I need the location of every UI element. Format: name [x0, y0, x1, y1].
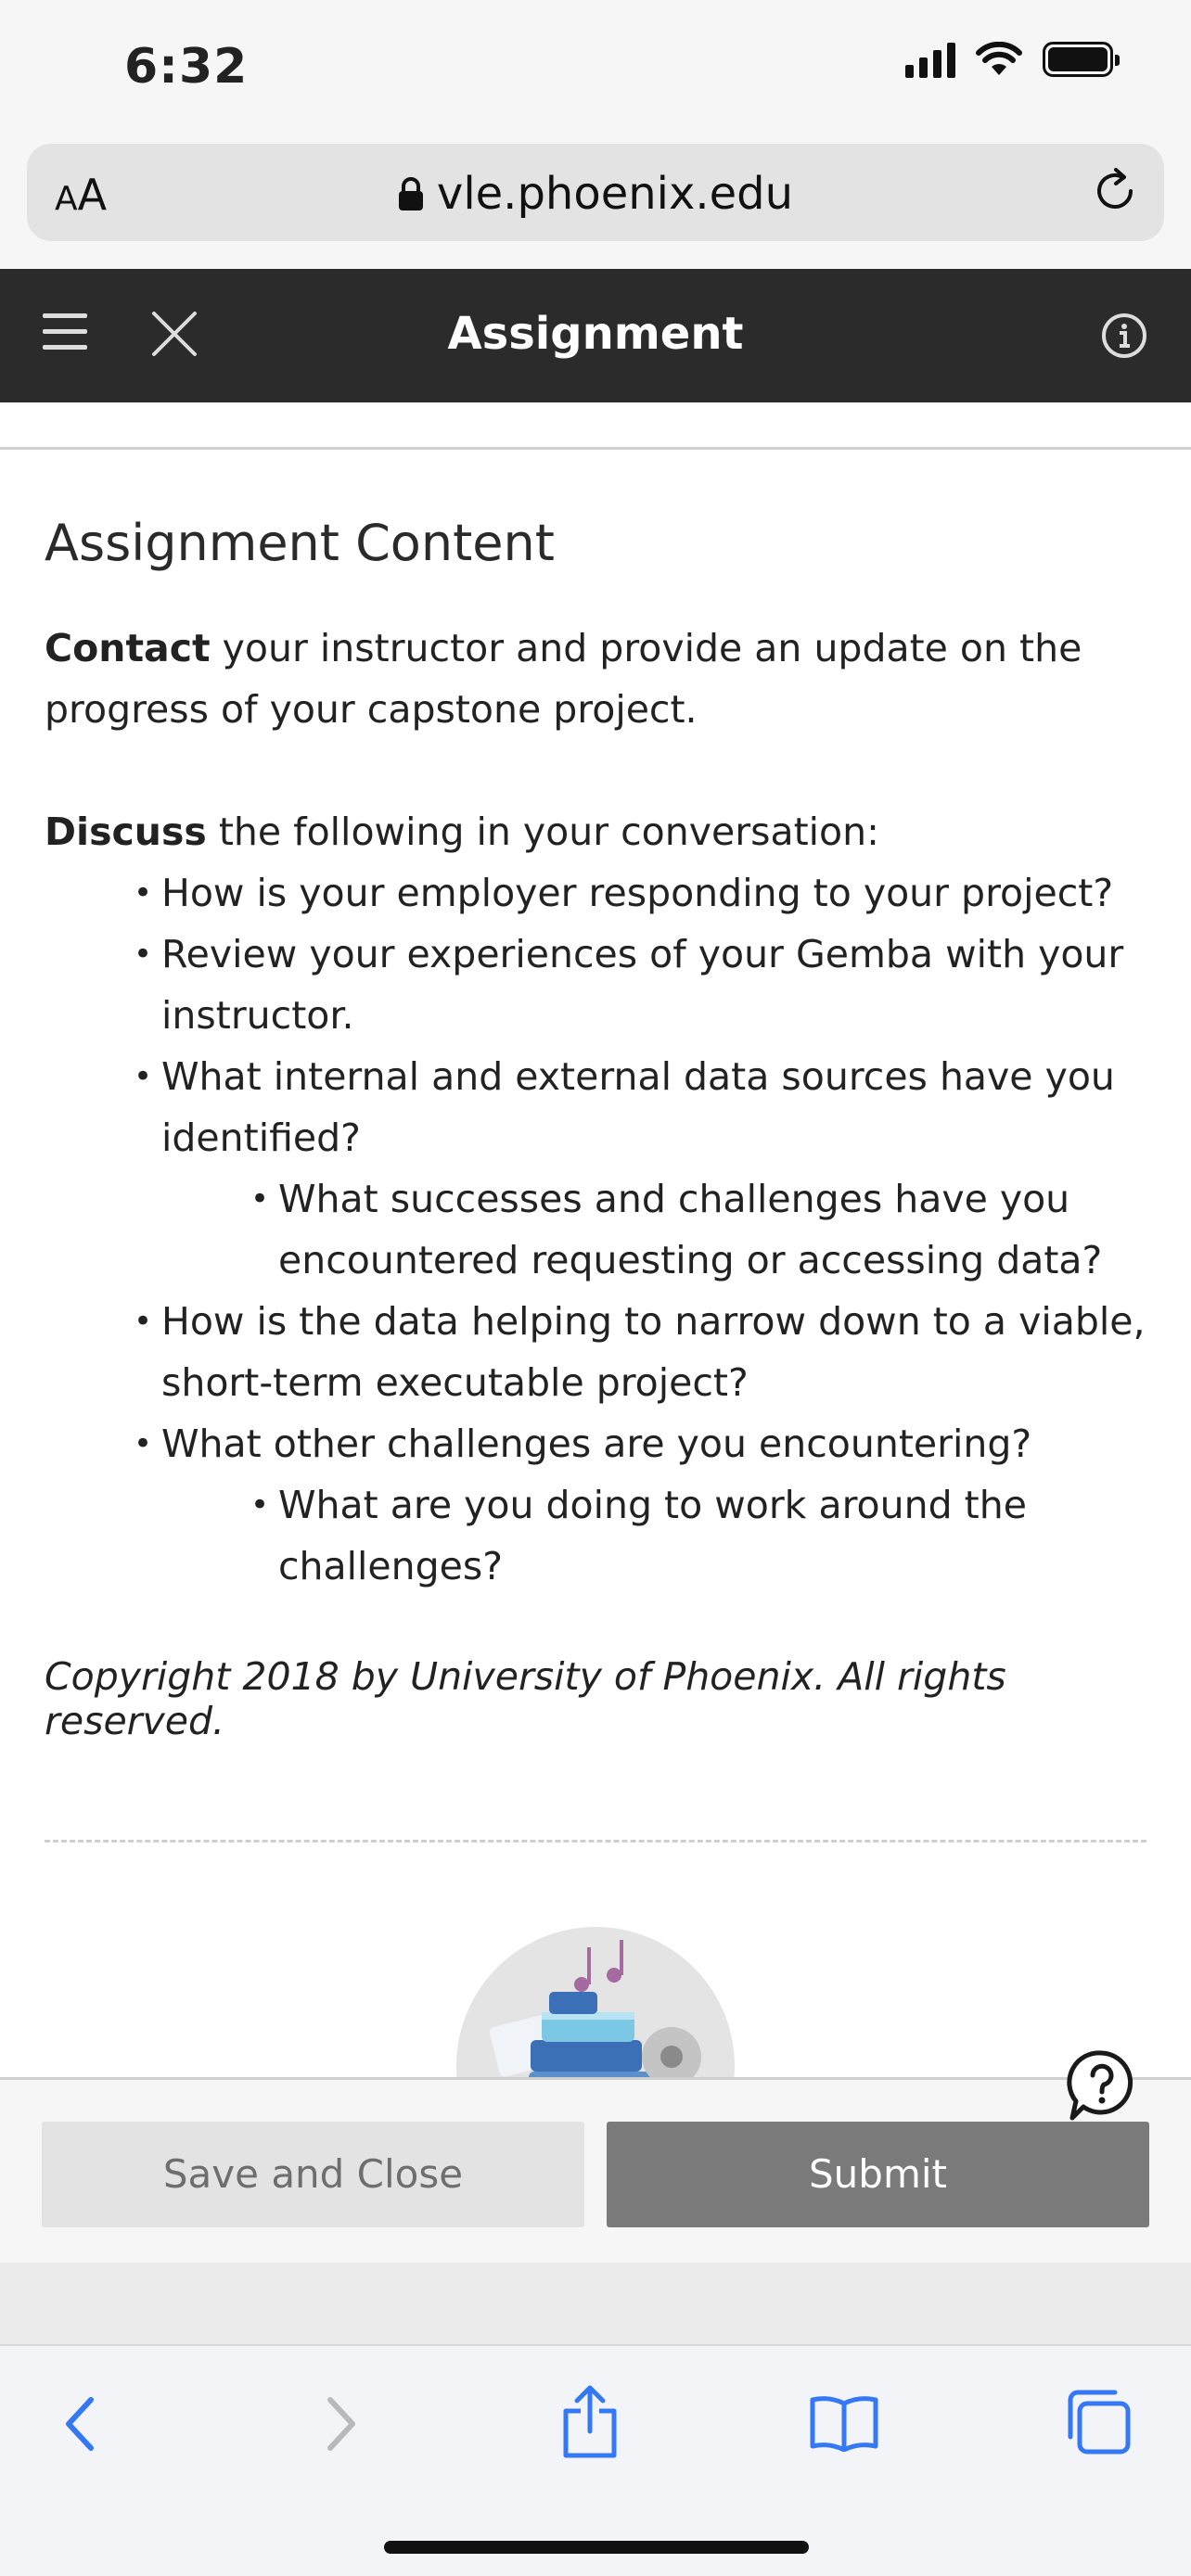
list-item: • How is the data helping to narrow down to a viable, short-term executable project? — [45, 1291, 1158, 1413]
books-music-illustration — [456, 1927, 735, 2077]
save-and-close-button[interactable]: Save and Close — [42, 2122, 584, 2227]
status-bar — [0, 0, 1191, 139]
list-item-nested: • What are you doing to work around the challenges? — [45, 1474, 1158, 1597]
info-icon[interactable] — [1100, 312, 1148, 360]
home-indicator[interactable] — [384, 2541, 809, 2554]
url-display[interactable] — [27, 168, 1164, 220]
list-item: • What other challenges are you encountering? — [45, 1413, 1158, 1474]
intro-text: your instructor and provide an update on the progress of your capstone project. — [45, 626, 1082, 732]
discuss-text: the following in your conversation: — [206, 810, 879, 854]
divider — [0, 447, 1191, 450]
discussion-list — [45, 862, 1158, 1597]
dashed-divider — [45, 1840, 1146, 1843]
wifi-icon — [976, 42, 1022, 77]
intro-bold: Contact — [45, 626, 211, 670]
battery-icon — [1043, 42, 1113, 77]
status-time: 6:32 — [124, 39, 249, 95]
page-title: Assignment — [447, 308, 744, 360]
lock-icon — [398, 176, 424, 211]
list-item: • Review your experiences of your Gemba with your instructor. — [45, 924, 1158, 1046]
copyright-text: Copyright 2018 by University of Phoenix. All rights reserved. — [45, 1654, 1006, 1743]
reload-icon[interactable] — [1090, 166, 1140, 216]
intro-paragraph — [45, 618, 1148, 740]
content-heading: Assignment Content — [45, 514, 555, 572]
discuss-bold: Discuss — [45, 810, 207, 854]
app-header — [0, 269, 1191, 402]
status-icons — [905, 41, 1113, 78]
forward-icon[interactable] — [321, 2394, 362, 2454]
list-item: • What internal and external data sources have you identified? — [45, 1046, 1158, 1168]
spacer — [0, 2263, 1191, 2344]
share-icon[interactable] — [560, 2383, 620, 2459]
address-bar[interactable] — [27, 144, 1164, 241]
text-size-button[interactable]: AA — [55, 170, 108, 220]
url-text: vle.phoenix.edu — [436, 168, 794, 220]
bookmarks-icon[interactable] — [809, 2392, 879, 2452]
list-item-nested: • What successes and challenges have you encountered requesting or accessing data? — [45, 1168, 1158, 1291]
signal-icon — [905, 41, 955, 78]
submit-button[interactable]: Submit — [607, 2122, 1149, 2227]
help-icon[interactable] — [1067, 2049, 1137, 2125]
discuss-paragraph — [45, 801, 1148, 862]
tabs-icon[interactable] — [1065, 2389, 1132, 2455]
back-icon[interactable] — [59, 2394, 100, 2454]
assignment-content — [0, 402, 1191, 2077]
list-item: • How is your employer responding to your project? — [45, 862, 1158, 924]
